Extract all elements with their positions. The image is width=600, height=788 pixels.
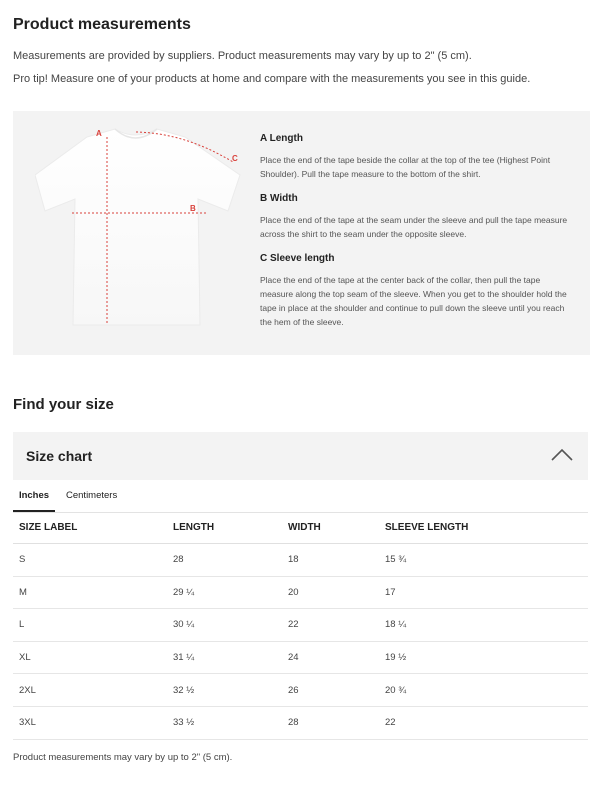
table-row — [13, 674, 588, 707]
measurement-guide-panel — [13, 111, 590, 355]
header-length: LENGTH — [167, 512, 282, 544]
width-cell: 24 — [282, 641, 379, 674]
tab-inches[interactable]: Inches — [18, 490, 50, 501]
tshirt-icon — [35, 129, 240, 325]
width-cell: 20 — [282, 576, 379, 609]
sleeve-cell: 22 — [379, 706, 588, 739]
length-cell: 29 ¼ — [167, 576, 282, 609]
sleeve-text: Place the end of the tape at the center back of the collar, then pull the tape measure along the top seam of the sleeve. When you get to the shoulder hold the tape in place at the shoulder and continue to pull down the sleeve until you reach the hem of the sleeve. — [260, 275, 567, 327]
length-text: Place the end of the tape beside the collar at the top of the tee (Highest Point Shoulder). Pull the tape measure to the bottom of the shirt. — [260, 155, 551, 179]
tshirt-measure-illustration — [35, 125, 261, 340]
sleeve-heading: C Sleeve length — [260, 253, 335, 264]
width-cell: 26 — [282, 674, 379, 707]
table-row — [13, 544, 588, 577]
chevron-up-icon[interactable] — [550, 448, 574, 462]
header-sleeve-length: SLEEVE LENGTH — [379, 512, 588, 544]
size-cell: 2XL — [13, 674, 167, 707]
size-chart-accordion[interactable] — [13, 432, 588, 480]
width-heading: B Width — [260, 193, 298, 204]
size-cell: XL — [13, 641, 167, 674]
length-cell: 32 ½ — [167, 674, 282, 707]
sleeve-cell: 20 ¾ — [379, 674, 588, 707]
find-size-title: Find your size — [13, 396, 114, 413]
size-cell: S — [13, 544, 167, 577]
header-size-label: SIZE LABEL — [13, 512, 167, 544]
sleeve-cell: 15 ¾ — [379, 544, 588, 577]
marker-c: C — [232, 154, 238, 163]
sleeve-cell: 19 ½ — [379, 641, 588, 674]
measurements-title: Product measurements — [13, 16, 191, 33]
length-cell: 31 ¼ — [167, 641, 282, 674]
table-row — [13, 641, 588, 674]
size-footnote: Product measurements may vary by up to 2" (5 cm). — [13, 752, 233, 763]
table-header-row — [13, 512, 588, 544]
table-row — [13, 576, 588, 609]
width-text: Place the end of the tape at the seam under the sleeve and pull the tape measure across the shirt to the seam under the opposite sleeve. — [260, 215, 568, 239]
size-cell: 3XL — [13, 706, 167, 739]
measurements-intro: Measurements are provided by suppliers. Product measurements may vary by up to 2" (5 cm). — [13, 50, 472, 62]
size-chart-label: Size chart — [26, 448, 93, 464]
measurement-descriptions — [260, 133, 572, 341]
table-row — [13, 706, 588, 739]
length-cell: 33 ½ — [167, 706, 282, 739]
size-table — [13, 512, 588, 740]
length-heading: A Length — [260, 133, 303, 144]
size-cell: L — [13, 609, 167, 642]
width-cell: 18 — [282, 544, 379, 577]
size-cell: M — [13, 576, 167, 609]
unit-tabs — [13, 482, 588, 513]
length-cell: 28 — [167, 544, 282, 577]
sleeve-cell: 17 — [379, 576, 588, 609]
marker-a: A — [96, 129, 102, 138]
measurements-tip: Pro tip! Measure one of your products at home and compare with the measurements you see in this guide. — [13, 73, 531, 85]
header-width: WIDTH — [282, 512, 379, 544]
sleeve-cell: 18 ¼ — [379, 609, 588, 642]
width-cell: 22 — [282, 609, 379, 642]
marker-b: B — [190, 204, 196, 213]
tab-centimeters[interactable]: Centimeters — [66, 490, 118, 501]
length-cell: 30 ¼ — [167, 609, 282, 642]
width-cell: 28 — [282, 706, 379, 739]
table-row — [13, 609, 588, 642]
